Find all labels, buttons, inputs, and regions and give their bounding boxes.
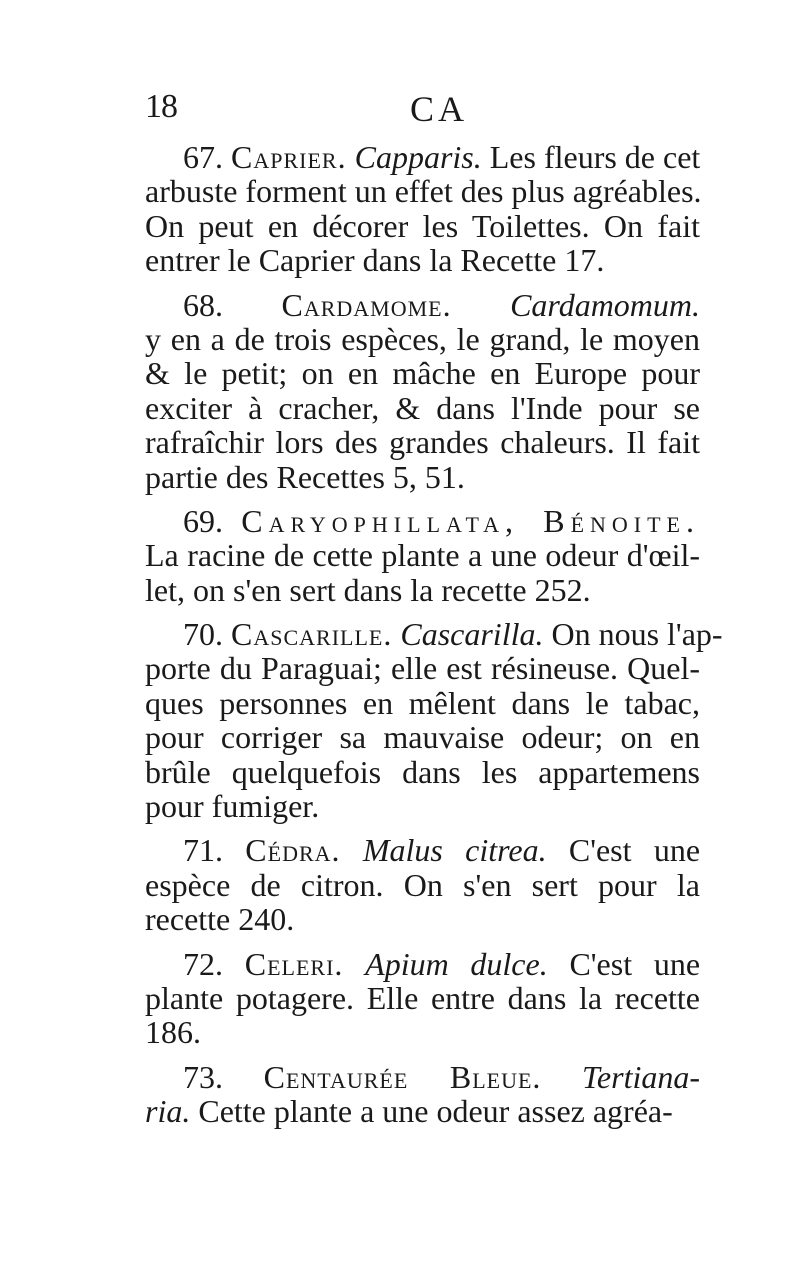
entry-text: y en a de trois espèces, le grand, le moyen: [145, 320, 700, 357]
entry-text-line: [145, 322, 700, 356]
entry-text-line: [145, 1015, 700, 1049]
entry-text: arbuste forment un effet des plus agréables.: [145, 173, 702, 210]
entry-heading-line: [145, 616, 723, 653]
entry-name: Cédra.: [245, 832, 341, 869]
entry-text: Cette plante a une odeur assez agréa-: [190, 1093, 673, 1130]
entry-text: recette 240.: [145, 901, 295, 938]
entry-heading-line: [145, 504, 700, 538]
entry-name: Cascarille.: [231, 616, 393, 653]
latin-name: Capparis.: [354, 139, 482, 175]
entry-number: 72.: [183, 945, 223, 982]
entry-text: pour fumiger.: [145, 788, 320, 825]
entry-text-line: [145, 686, 700, 720]
latin-name: Malus citrea.: [362, 832, 547, 869]
entry-text: La racine de cette plante a une odeur d'œil-: [145, 537, 700, 574]
entry-heading-line: [145, 1060, 700, 1094]
entry-text-line: [145, 174, 700, 208]
entry-heading-line: [145, 288, 700, 322]
entry-text-line: [145, 460, 700, 494]
entry-text: let, on s'en sert dans la recette 252.: [145, 571, 591, 608]
entry-number: 67.: [183, 139, 223, 175]
entry-text-line: [145, 209, 700, 243]
dictionary-entry: [145, 504, 700, 607]
entry-text: On nous l'ap-: [543, 616, 723, 653]
entry-text: 186.: [145, 1014, 201, 1051]
latin-name: Cardamomum.: [510, 286, 701, 323]
entry-text-line: [145, 391, 700, 425]
entry-text-line: [145, 720, 700, 754]
latin-name: Cascarilla.: [400, 616, 544, 653]
entry-name: Centaurée Bleue.: [263, 1058, 542, 1095]
latin-name: Apium dulce.: [365, 945, 548, 982]
entry-text-line: [145, 425, 700, 459]
entry-number: 68.: [183, 286, 223, 323]
entry-text-line: [145, 868, 700, 902]
entry-name: Celeri.: [244, 945, 344, 982]
running-head: CA: [410, 89, 469, 129]
entry-heading-line: [145, 140, 700, 174]
body-text: [145, 139, 723, 1139]
entry-text: C'est une: [546, 832, 701, 869]
entry-text: plante potagere. Elle entre dans la recette: [145, 979, 700, 1016]
entry-text: ques personnes en mêlent dans le tabac,: [145, 684, 700, 721]
entry-number: 71.: [183, 832, 223, 869]
page-number: 18: [145, 88, 177, 125]
entry-number: 69.: [183, 502, 223, 539]
entry-text-line: [145, 243, 700, 277]
dictionary-entry: [145, 833, 700, 936]
entry-text: rafraîchir lors des grandes chaleurs. Il fait: [145, 424, 700, 461]
entry-name: Cardamome.: [281, 286, 452, 323]
entry-text: exciter à cracher, & dans l'Inde pour se: [145, 389, 700, 426]
entry-text-line: [145, 789, 700, 823]
entry-text-line: [145, 651, 700, 685]
entry-name: Caprier.: [231, 139, 347, 175]
dictionary-entry: [145, 1060, 700, 1129]
entry-text-line: [145, 1094, 700, 1128]
dictionary-entry: [145, 140, 700, 278]
dictionary-entry: [145, 947, 700, 1050]
entry-text-line: [145, 981, 700, 1015]
entry-text: brûle quelquefois dans les appartemens: [145, 753, 700, 790]
entry-text: & le petit; on en mâche en Europe pour: [145, 355, 700, 392]
entry-text: espèce de citron. On s'en sert pour la: [145, 866, 700, 903]
entry-text: pour corriger sa mauvaise odeur; on en: [145, 719, 700, 756]
entry-name: Caryophillata, Bénoite.: [241, 502, 700, 539]
entry-heading-line: [145, 947, 700, 981]
entry-number: 73.: [183, 1058, 223, 1095]
entry-text: porte du Paraguai; elle est résineuse. Quel-: [145, 650, 700, 687]
entry-text-line: [145, 902, 700, 936]
page-header: [145, 88, 665, 138]
entry-text: entrer le Caprier dans la Recette 17.: [145, 242, 605, 279]
entry-text: Les fleurs de cet: [481, 139, 701, 175]
entry-text: C'est une: [547, 945, 701, 982]
entry-text-line: [145, 573, 700, 607]
entry-text-line: [145, 755, 700, 789]
entry-number: 70.: [183, 616, 223, 653]
entry-text-line: [145, 538, 700, 572]
entry-heading-line: [145, 833, 700, 867]
entry-text-line: [145, 356, 700, 390]
latin-name: Tertiana-: [582, 1058, 700, 1095]
entry-text: partie des Recettes 5, 51.: [145, 458, 465, 495]
entry-text: On peut en décorer les Toilettes. On fait: [145, 207, 700, 244]
latin-name: ria.: [145, 1093, 191, 1130]
dictionary-entry: [145, 288, 700, 494]
dictionary-entry: [145, 616, 723, 825]
